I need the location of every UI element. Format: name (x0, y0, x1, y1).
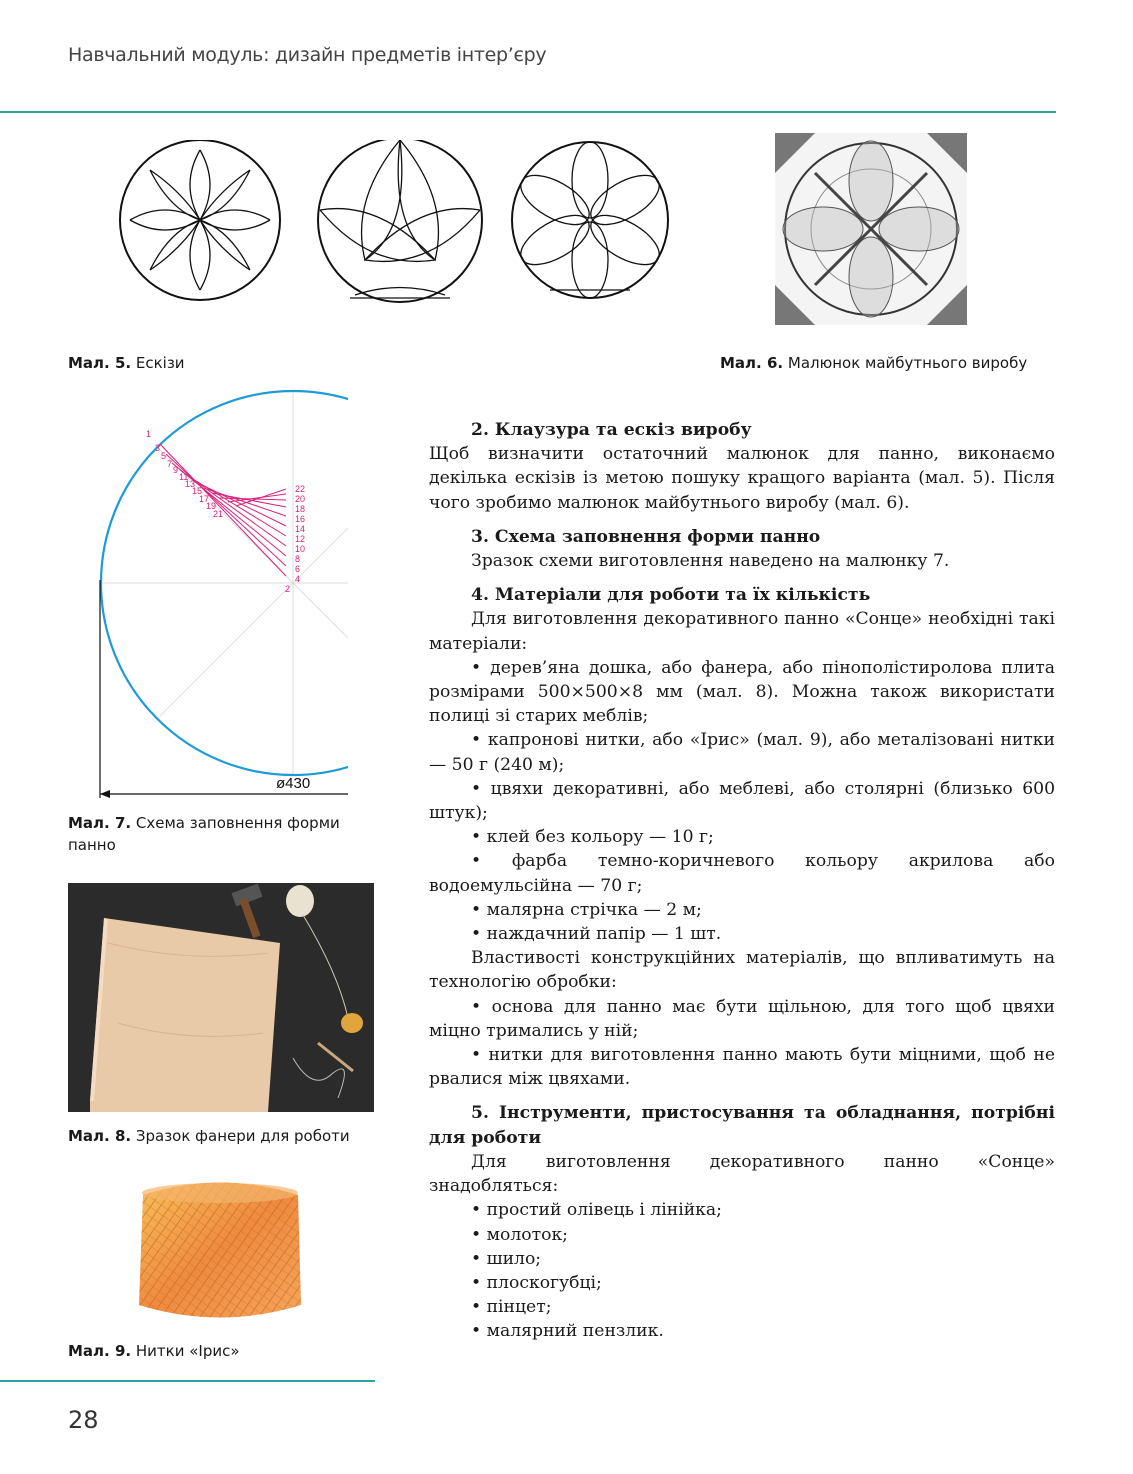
fig6-label: Мал. 6. (720, 354, 784, 372)
fig7-caption (68, 812, 368, 856)
fig8-caption-text: Зразок фанери для роботи (135, 1127, 350, 1145)
page-number: 28 (68, 1406, 99, 1434)
fig7-num-8: 8 (295, 554, 301, 564)
fig7-num-2: 2 (285, 584, 291, 594)
section-5-title: 5. Інструменти, пристосування та обладнання, потрібні для роботи (429, 1103, 1055, 1148)
list-item: • малярний пензлик. (471, 1321, 664, 1342)
header-rule (0, 111, 1056, 113)
fig7-diameter: ø430 (276, 775, 311, 792)
list-item: • наждачний папір — 1 шт. (471, 924, 722, 945)
section-2-text: Щоб визначити остаточний малюнок для панно, виконаємо декілька ескізів із метою пошуку кращого варіанта (мал. 5). Після чого зробимо малюнок майбутнього виробу (мал. 6). (429, 444, 1055, 513)
fig7-num-9: 9 (173, 465, 179, 475)
fig8-photo (68, 883, 374, 1112)
fig7-num-11: 11 (179, 472, 189, 482)
section-5-intro: Для виготовлення декоративного панно «Сонце» знадобляться: (429, 1151, 1055, 1197)
list-item: • дерев’яна дошка, або фанера, або пінополістиролова плита розмірами 500×500×8 мм (мал. 8). Можна також використати полиці зі старих меблів; (429, 657, 1055, 727)
fig7-num-14: 14 (295, 524, 306, 534)
fig9-caption (68, 1340, 240, 1362)
fig7-num-19: 19 (206, 501, 217, 511)
list-item: • пінцет; (471, 1297, 552, 1318)
fig7-num-1: 1 (146, 429, 152, 439)
fig7-num-6: 6 (295, 564, 301, 574)
footer-rule (0, 1380, 375, 1382)
fig6-drawing (775, 133, 967, 325)
list-item: • цвяхи декоративні, або меблеві, або столярні (близько 600 штук); (429, 778, 1055, 824)
fig8-caption (68, 1125, 350, 1147)
fig5-label: Мал. 5. (68, 354, 132, 372)
fig7-num-10: 10 (295, 544, 306, 554)
list-item: • клей без кольору — 10 г; (471, 827, 714, 848)
fig7-num-7: 7 (167, 459, 173, 469)
fig7-num-3: 3 (155, 443, 161, 453)
list-item: • фарба темно-коричневого кольору акрилова або водоемульсійна — 70 г; (429, 851, 1055, 896)
fig9-photo (133, 1175, 308, 1325)
fig7-num-16: 16 (295, 514, 306, 524)
section-3-title: 3. Схема заповнення форми панно (471, 526, 821, 547)
list-item: • основа для панно має бути щільною, для того щоб цвяхи міцно тримались у ній; (429, 996, 1055, 1041)
fig7-scheme (90, 380, 350, 800)
section-4-props-intro: Властивості конструкційних матеріалів, що впливатимуть на технологію обробки: (429, 948, 1055, 993)
fig5-caption (68, 352, 185, 374)
fig7-num-5: 5 (161, 451, 167, 461)
list-item: • капронові нитки, або «Ірис» (мал. 9), або металізовані нитки — 50 г (240 м); (429, 730, 1055, 775)
list-item: • молоток; (471, 1224, 568, 1245)
section-4-intro: Для виготовлення декоративного панно «Сонце» необхідні такі матеріали: (429, 609, 1055, 654)
fig7-num-21: 21 (213, 509, 224, 519)
fig5-sketches (110, 140, 680, 310)
fig8-label: Мал. 8. (68, 1127, 132, 1145)
fig7-num-17: 17 (199, 494, 210, 504)
fig7-label: Мал. 7. (68, 814, 132, 832)
fig9-caption-text: Нитки «Ірис» (135, 1342, 240, 1360)
list-item: • нитки для виготовлення панно мають бути міцними, щоб не рвалися між цвяхами. (429, 1045, 1055, 1090)
list-item: • плоскогубці; (471, 1272, 602, 1293)
fig6-caption (720, 352, 1027, 374)
list-item: • шило; (471, 1248, 542, 1269)
running-title: Навчальний модуль: дизайн предметів інтер’єру (68, 44, 547, 66)
fig9-label: Мал. 9. (68, 1342, 132, 1360)
fig5-caption-text: Ескізи (135, 354, 185, 372)
section-3-text: Зразок схеми виготовлення наведено на малюнку 7. (471, 551, 950, 572)
fig7-num-18: 18 (295, 504, 306, 514)
fig7-num-4: 4 (295, 574, 301, 584)
section-2-title: 2. Клаузура та ескіз виробу (471, 420, 752, 440)
section-4-title: 4. Матеріали для роботи та їх кількість (471, 585, 871, 606)
list-item: • малярна стрічка — 2 м; (471, 899, 702, 920)
fig7-num-20: 20 (295, 494, 306, 504)
text-column (429, 418, 1055, 1344)
fig6-caption-text: Малюнок майбутнього виробу (787, 354, 1028, 372)
fig7-num-15: 15 (192, 486, 203, 496)
list-item: • простий олівець і лінійка; (471, 1200, 722, 1221)
fig7-num-12: 12 (295, 534, 306, 544)
fig7-num-13: 13 (185, 479, 196, 489)
fig7-num-22: 22 (295, 484, 306, 494)
fig7-caption-text: Схема заповнення форми панно (68, 814, 340, 854)
